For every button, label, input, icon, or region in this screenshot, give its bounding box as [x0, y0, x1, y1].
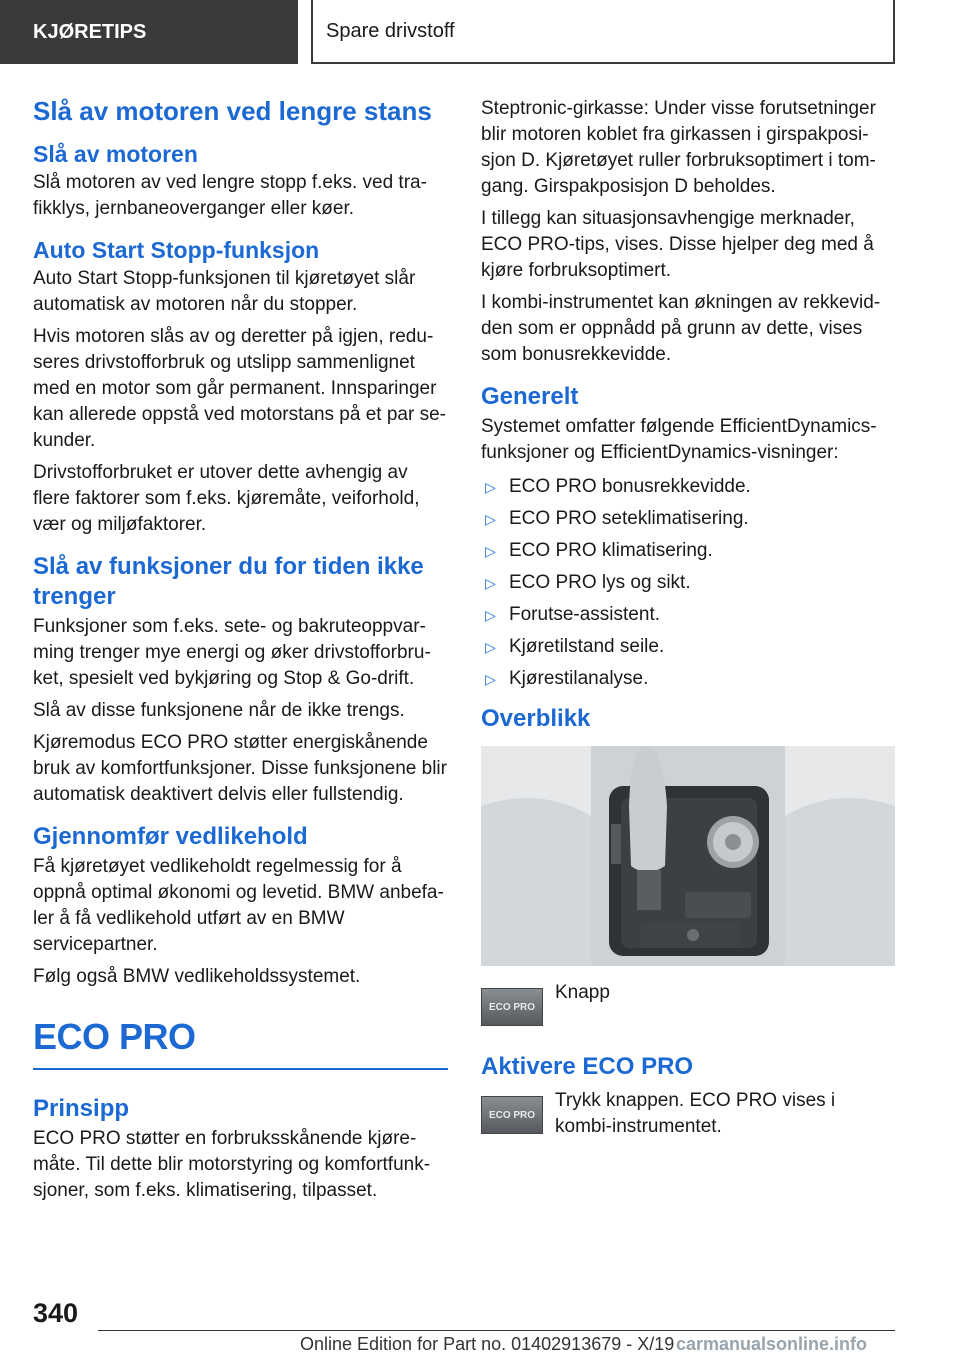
heading-activate-eco-pro: Aktivere ECO PRO — [481, 1053, 694, 1080]
eco-pro-button: ECO PRO — [481, 1096, 543, 1134]
triangle-bullet-icon: ▷ — [485, 639, 496, 655]
left-column — [33, 96, 448, 1210]
paragraph: Auto Start Stopp-funksjonen til kjøretøyet slår automatisk av motoren når du stopper. — [33, 268, 416, 315]
section-title-eco-pro: ECO PRO — [33, 1016, 448, 1070]
page-number: 340 — [33, 1298, 79, 1328]
list-item: ▷ ECO PRO seteklimatisering. — [481, 506, 895, 532]
heading-principle: Prinsipp — [33, 1095, 130, 1122]
right-column — [481, 96, 895, 1140]
heading-disable-functions: Slå av funksjoner du for tiden ikke trenger — [33, 553, 424, 610]
center-console-photo — [481, 746, 895, 966]
heading-auto-start-stop: Auto Start Stopp-funksjon — [33, 237, 320, 263]
list-item: ▷ Kjørestilanalyse. — [481, 666, 895, 692]
subsection-tab: Spare drivstoff — [311, 0, 895, 64]
triangle-bullet-icon: ▷ — [485, 479, 496, 495]
console-illustration — [481, 746, 895, 966]
button-caption: Knapp — [555, 982, 610, 1003]
paragraph: Kjøremodus ECO PRO støtter energiskånende bruk av komfortfunksjoner. Disse funksjonene blir automatisk deaktivert delvis eller fullstendig. — [33, 732, 447, 805]
paragraph: I kombi-instrumentet kan økningen av rekkevidden som er oppnådd på grunn av dette, vises som bonusrekkevidde. — [481, 292, 881, 365]
triangle-bullet-icon: ▷ — [485, 511, 496, 527]
paragraph: Funksjoner som f.eks. sete- og bakruteoppvarming trenger mye energi og øker drivstofforbruket, spesielt ved bykjøring og Stop & Go-drift. — [33, 616, 431, 689]
list-item: ▷ Forutse-assistent. — [481, 602, 895, 628]
paragraph: Drivstofforbruket er utover dette avhengig av flere faktorer som f.eks. kjøremåte, veiforhold, vær og miljøfaktorer. — [33, 462, 420, 535]
triangle-bullet-icon: ▷ — [485, 543, 496, 559]
paragraph: Hvis motoren slås av og deretter på igjen, reduseres drivstofforbruk og utslipp sammenlignet med en motor som går permanent. Innsparinger kan allerede oppstå ved motorstans på et par sekunder. — [33, 326, 446, 451]
list-item: ▷ Kjøretilstand seile. — [481, 634, 895, 660]
subheading-stop-engine: Slå av motoren — [33, 141, 198, 167]
heading-maintenance: Gjennomfør vedlikehold — [33, 823, 308, 850]
paragraph: Slå motoren av ved lengre stopp f.eks. ved trafikklys, jernbaneoverganger eller køer. — [33, 172, 427, 219]
paragraph: Følg også BMW vedlikeholdssystemet. — [33, 966, 361, 987]
paragraph: Få kjøretøyet vedlikeholdt regelmessig for å oppnå optimal økonomi og levetid. BMW anbefaler å få vedlikehold utført av en BMW servicepartner. — [33, 856, 444, 955]
list-item: ▷ ECO PRO lys og sikt. — [481, 570, 895, 596]
footer-divider — [98, 1330, 895, 1331]
activate-instruction — [481, 1088, 895, 1140]
page-header — [0, 0, 960, 66]
heading-stop-engine: Slå av motoren ved lengre stans — [33, 96, 432, 126]
heading-general: Generelt — [481, 383, 579, 410]
paragraph: Steptronic-girkasse: Under visse forutsetninger blir motoren koblet fra girkassen i girspakposisjon D. Kjøretøyet ruller forbruksoptimert i tomgang. Girspakposisjon D beholdes. — [481, 98, 876, 197]
heading-overview: Overblikk — [481, 705, 591, 732]
triangle-bullet-icon: ▷ — [485, 575, 496, 591]
list-item: ▷ ECO PRO bonusrekkevidde. — [481, 474, 895, 500]
paragraph: Slå av disse funksjonene når de ikke trengs. — [33, 700, 405, 721]
function-list — [481, 474, 895, 692]
activate-text: Trykk knappen. ECO PRO vises i kombi-instrumentet. — [555, 1090, 836, 1137]
triangle-bullet-icon: ▷ — [485, 671, 496, 687]
section-tab: KJØRETIPS — [0, 0, 298, 64]
eco-pro-button: ECO PRO — [481, 988, 543, 1026]
triangle-bullet-icon: ▷ — [485, 607, 496, 623]
paragraph: ECO PRO støtter en forbruksskånende kjøremåte. Til dette blir motorstyring og komfortfunksjoner, som f.eks. klimatisering, tilpasset. — [33, 1128, 431, 1201]
paragraph: Systemet omfatter følgende EfficientDynamics-funksjoner og EfficientDynamics-visninger: — [481, 416, 877, 463]
edition-note: Online Edition for Part no. 01402913679 - X/19 — [300, 1334, 675, 1354]
eco-pro-button-legend — [481, 980, 895, 1026]
paragraph: I tillegg kan situasjonsavhengige merknader, ECO PRO-tips, vises. Disse hjelper deg med å kjøre forbruksoptimert. — [481, 208, 874, 281]
list-item: ▷ ECO PRO klimatisering. — [481, 538, 895, 564]
watermark: carmanualsonline.info — [676, 1334, 868, 1354]
